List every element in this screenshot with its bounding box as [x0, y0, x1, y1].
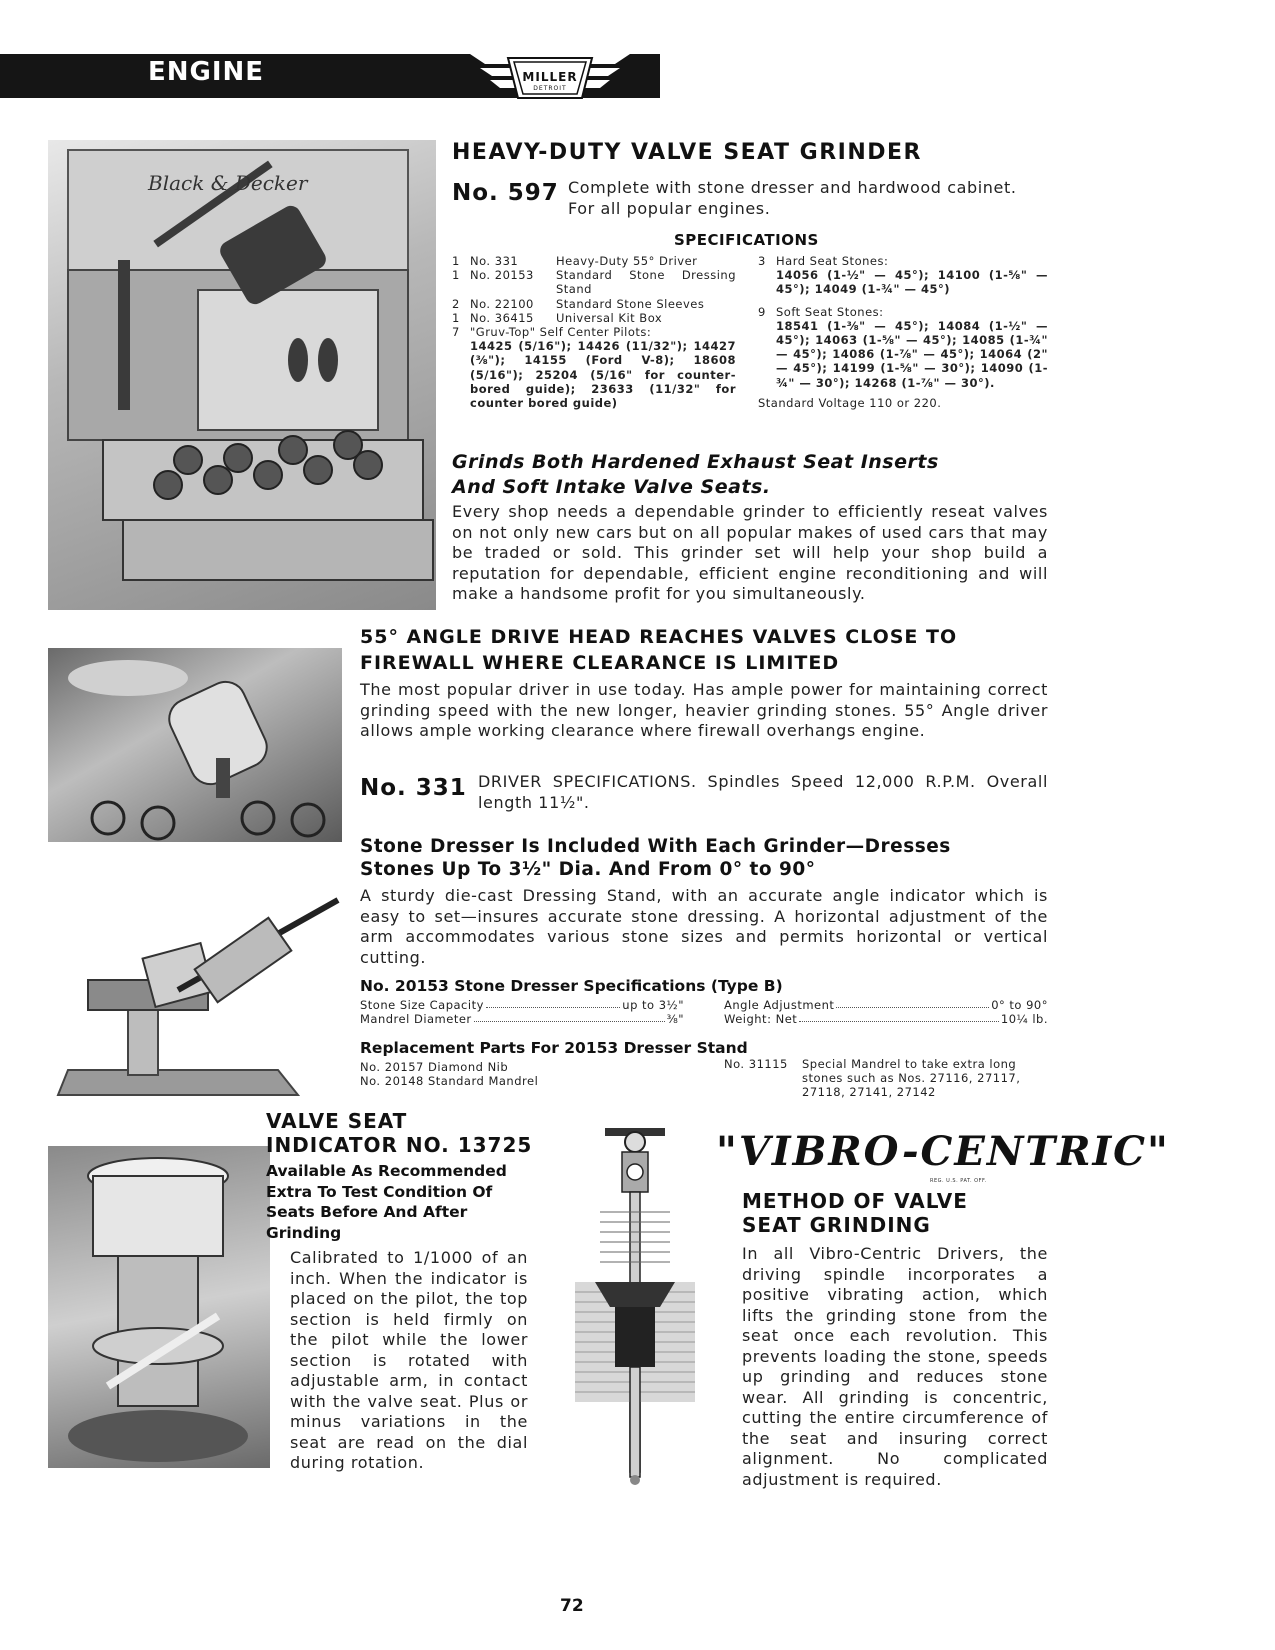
- driver-specs: DRIVER SPECIFICATIONS. Spindles Speed 12,000 R.P.M. Overall length 11½".: [478, 772, 1048, 812]
- parts-left: [360, 1060, 660, 1088]
- dresser-stand-photo: [48, 880, 344, 1108]
- grinder-number: No. 597: [452, 180, 559, 206]
- driver-number: No. 331: [360, 775, 467, 801]
- indicator-body: Calibrated to 1/1000 of an inch. When the indicator is placed on the pilot, the top section is held firmly on the pilot while the lower section is rotated with adjustable arm, in contact with the valve seat. Plus or minus variations in the seat are read on the dial during rotation.: [290, 1248, 528, 1472]
- vibro-body: In all Vibro-Centric Drivers, the driving spindle incorporates a positive vibrating action, which lifts the grinding stone from the seat once each revolution. This prevents loading the stone, speeds up grinding and reduces stone wear. All grinding is concentric, cutting the entire circumference of the seat and insuring correct alignment. No complicated adjustment is required.: [742, 1244, 1048, 1489]
- spec-item: 1 No. 36415 Universal Kit Box: [452, 310, 663, 325]
- section-label: ENGINE: [148, 57, 265, 87]
- grinder-description: Complete with stone dresser and hardwood cabinet. For all popular engines.: [568, 178, 1017, 218]
- soft-stones-list: 18541 (1-⅜" — 45°); 14084 (1-½" — 45°); 14063 (1-⅝" — 45°); 14085 (1-¾" — 45°); 14086 (1-⅞" — 45°); 14064 (2" — 45°); 14199 (1-⅝" — 30°); 14090 (1-¾" — 30°); 14268 (1-⅞" — 30°).: [776, 318, 1048, 390]
- spec-leader-row: Stone Size Capacity up to 3½": [360, 998, 684, 1012]
- miller-brand: MILLER: [522, 70, 578, 84]
- part-item: No. 20148 Standard Mandrel: [360, 1074, 539, 1089]
- miller-city: DETROIT: [533, 85, 567, 92]
- indicator-photo: [48, 1146, 270, 1468]
- voltage-note: Standard Voltage 110 or 220.: [758, 395, 942, 410]
- spec-leader-row: Mandrel Diameter ⅜": [360, 1012, 684, 1027]
- drive-head-heading-2: FIREWALL WHERE CLEARANCE IS LIMITED: [360, 652, 840, 674]
- drive-head-body: The most popular driver in use today. Has ample power for maintaining correct grinding speed with the new longer, heavier grinding stones. 55° Angle driver allows ample working clearance where firewall overhangs engine.: [360, 680, 1048, 740]
- indicator-title-2: INDICATOR NO. 13725: [266, 1133, 533, 1157]
- drive-head-heading-1: 55° ANGLE DRIVE HEAD REACHES VALVES CLOSE TO: [360, 626, 958, 648]
- pilots-list: 14425 (5/16"); 14426 (11/32"); 14427 (⅜"); 14155 (Ford V-8); 18608 (5/16"); 25204 (5/16" for counter-bored guide); 23633 (11/32" for counter bored guide): [470, 339, 736, 411]
- driver-engine-photo: [48, 648, 342, 842]
- grinder-subhead-2: And Soft Intake Valve Seats.: [452, 476, 771, 498]
- spec-item: 1 No. 20153 Standard Stone Dressing Stand: [452, 268, 736, 297]
- vibro-heading-1: METHOD OF VALVE: [742, 1189, 968, 1213]
- spec-item: 9 Soft Seat Stones:: [758, 304, 884, 319]
- grinder-title: HEAVY-DUTY VALVE SEAT GRINDER: [452, 140, 922, 165]
- grinder-specs-heading: SPECIFICATIONS: [674, 231, 819, 249]
- spec-item: 2 No. 22100 Standard Stone Sleeves: [452, 296, 705, 311]
- indicator-title-1: VALVE SEAT: [266, 1109, 408, 1133]
- registered-trademark: REG. U.S. PAT. OFF.: [930, 1178, 987, 1184]
- spec-leader-row: Weight: Net 10¼ lb.: [724, 1012, 1048, 1027]
- dresser-body: A sturdy die-cast Dressing Stand, with an accurate angle indicator which is easy to set—insures accurate stone dressing. A horizontal adjustment of the arm accommodates various stone sizes and permits horizontal or vertical cutting.: [360, 886, 1048, 967]
- dresser-specs-heading: No. 20153 Stone Dresser Specifications (Type B): [360, 977, 783, 995]
- svg-text:Black & Decker: Black & Decker: [148, 171, 308, 195]
- spec-item: 7 "Gruv-Top" Self Center Pilots:: [452, 325, 652, 340]
- dresser-heading-1: Stone Dresser Is Included With Each Grinder—Dresses: [360, 836, 951, 857]
- parts-heading: Replacement Parts For 20153 Dresser Stand: [360, 1039, 748, 1057]
- vibro-heading-2: SEAT GRINDING: [742, 1213, 931, 1237]
- grinder-body: Every shop needs a dependable grinder to efficiently reseat valves on not only new cars but on all popular makes of used cars that may be traded or sold. This grinder set will help your shop build a reputation for dependable, efficient engine reconditioning and will make a handsome profit for you simultaneously.: [452, 502, 1048, 603]
- vibro-centric-drawing: [560, 1122, 710, 1490]
- part-description: Special Mandrel to take extra long stones such as Nos. 27116, 27117, 27118, 27141, 27142: [802, 1057, 1021, 1100]
- parts-right: [724, 1057, 1048, 1100]
- part-number: No. 31115: [724, 1057, 788, 1071]
- grinder-specs-left: [452, 254, 736, 410]
- spec-item: 3 Hard Seat Stones:: [758, 254, 889, 268]
- grinder-subhead-1: Grinds Both Hardened Exhaust Seat Inserts: [452, 451, 939, 473]
- grinder-specs-right: [758, 254, 1048, 410]
- hard-stones-list: 14056 (1-½" — 45°); 14100 (1-⅝" — 45°); 14049 (1-¾" — 45°): [776, 268, 1048, 297]
- spec-item: 1 No. 331 Heavy-Duty 55° Driver: [452, 254, 698, 268]
- dresser-specs-right: [724, 998, 1048, 1026]
- part-item: No. 20157 Diamond Nib: [360, 1060, 509, 1074]
- page-number: 72: [560, 1596, 584, 1616]
- vibro-centric-logo: "VIBRO-CENTRIC": [716, 1128, 1170, 1175]
- grinder-cabinet-photo: [48, 140, 436, 610]
- dresser-specs-left: [360, 998, 684, 1026]
- indicator-subtitle: Available As Recommended Extra To Test Condition Of Seats Before And After Grinding: [266, 1162, 507, 1242]
- spec-leader-row: Angle Adjustment 0° to 90°: [724, 998, 1048, 1012]
- dresser-heading-2: Stones Up To 3½" Dia. And From 0° to 90°: [360, 859, 816, 880]
